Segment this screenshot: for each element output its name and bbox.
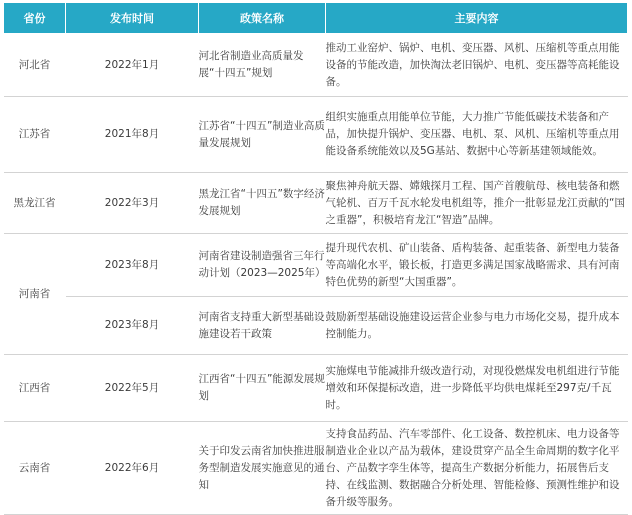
content-cell: 实施煤电节能减排升级改造行动，对现役燃煤发电机组进行节能增效和环保提标改造，进一步降低平均供电煤耗至297克/千瓦时。 [326, 355, 628, 422]
province-cell: 云南省 [4, 422, 66, 515]
policy-table [3, 2, 628, 515]
policy-name-cell: 河南省建设制造强省三年行动计划（2023—2025年） [199, 234, 326, 297]
province-cell: 黑龙江省 [4, 173, 66, 234]
content-cell: 提升现代农机、矿山装备、盾构装备、起重装备、新型电力装备等高端化水平，锻长板，打造更多满足国家战略需求、具有河南特色优势的新型“大国重器”。 [326, 234, 628, 297]
table-row [4, 34, 628, 97]
policy-name-cell: 河北省制造业高质量发展“十四五”规划 [199, 34, 326, 97]
table-row [4, 422, 628, 515]
policy-name-cell: 河南省支持重大新型基础设施建设若干政策 [199, 297, 326, 355]
date-cell: 2022年3月 [66, 173, 199, 234]
policy-name-cell: 关于印发云南省加快推进服务型制造发展实施意见的通知 [199, 422, 326, 515]
header-date: 发布时间 [66, 3, 199, 34]
header-province: 省份 [4, 3, 66, 34]
header-content: 主要内容 [326, 3, 628, 34]
content-cell: 组织实施重点用能单位节能，大力推广节能低碳技术装备和产品，加快提升锅炉、变压器、电机、泵、风机、压缩机等重点用能设备系统能效以及5G基站、数据中心等新基建领域能效。 [326, 97, 628, 173]
content-cell: 鼓励新型基础设施建设运营企业参与电力市场化交易，提升成本控制能力。 [326, 297, 628, 355]
policy-name-cell: 江苏省“十四五”制造业高质量发展规划 [199, 97, 326, 173]
content-cell: 聚焦神舟航天器、嫦娥探月工程、国产首艘航母、核电装备和燃气轮机、百万千瓦水轮发电机组等，推介一批彰显龙江贡献的“国之重器”，积极培育龙江“智造”品牌。 [326, 173, 628, 234]
table-row [4, 234, 628, 297]
table-row [4, 297, 628, 355]
policy-name-cell: 江西省“十四五”能源发展规划 [199, 355, 326, 422]
table-header-row [4, 3, 628, 34]
date-cell: 2023年8月 [66, 234, 199, 297]
province-cell: 河北省 [4, 34, 66, 97]
province-cell: 江西省 [4, 355, 66, 422]
date-cell: 2021年8月 [66, 97, 199, 173]
header-policy: 政策名称 [199, 3, 326, 34]
table-row [4, 97, 628, 173]
table-row [4, 355, 628, 422]
date-cell: 2023年8月 [66, 297, 199, 355]
province-cell: 河南省 [4, 234, 66, 355]
content-cell: 推动工业窑炉、锅炉、电机、变压器、风机、压缩机等重点用能设备的节能改造，加快淘汰老旧锅炉、电机、变压器等高耗能设备。 [326, 34, 628, 97]
province-cell: 江苏省 [4, 97, 66, 173]
table-row [4, 173, 628, 234]
date-cell: 2022年1月 [66, 34, 199, 97]
content-cell: 支持食品药品、汽车零部件、化工设备、数控机床、电力设备等制造业企业以产品为载体，建设贯穿产品全生命周期的数字化平台、产品数字孪生体等，提高生产数据分析能力，拓展售后支持、在线监测、数据融合分析处理、智能检修、预测性维护和设备升级等服务。 [326, 422, 628, 515]
date-cell: 2022年5月 [66, 355, 199, 422]
policy-name-cell: 黑龙江省“十四五”数字经济发展规划 [199, 173, 326, 234]
date-cell: 2022年6月 [66, 422, 199, 515]
